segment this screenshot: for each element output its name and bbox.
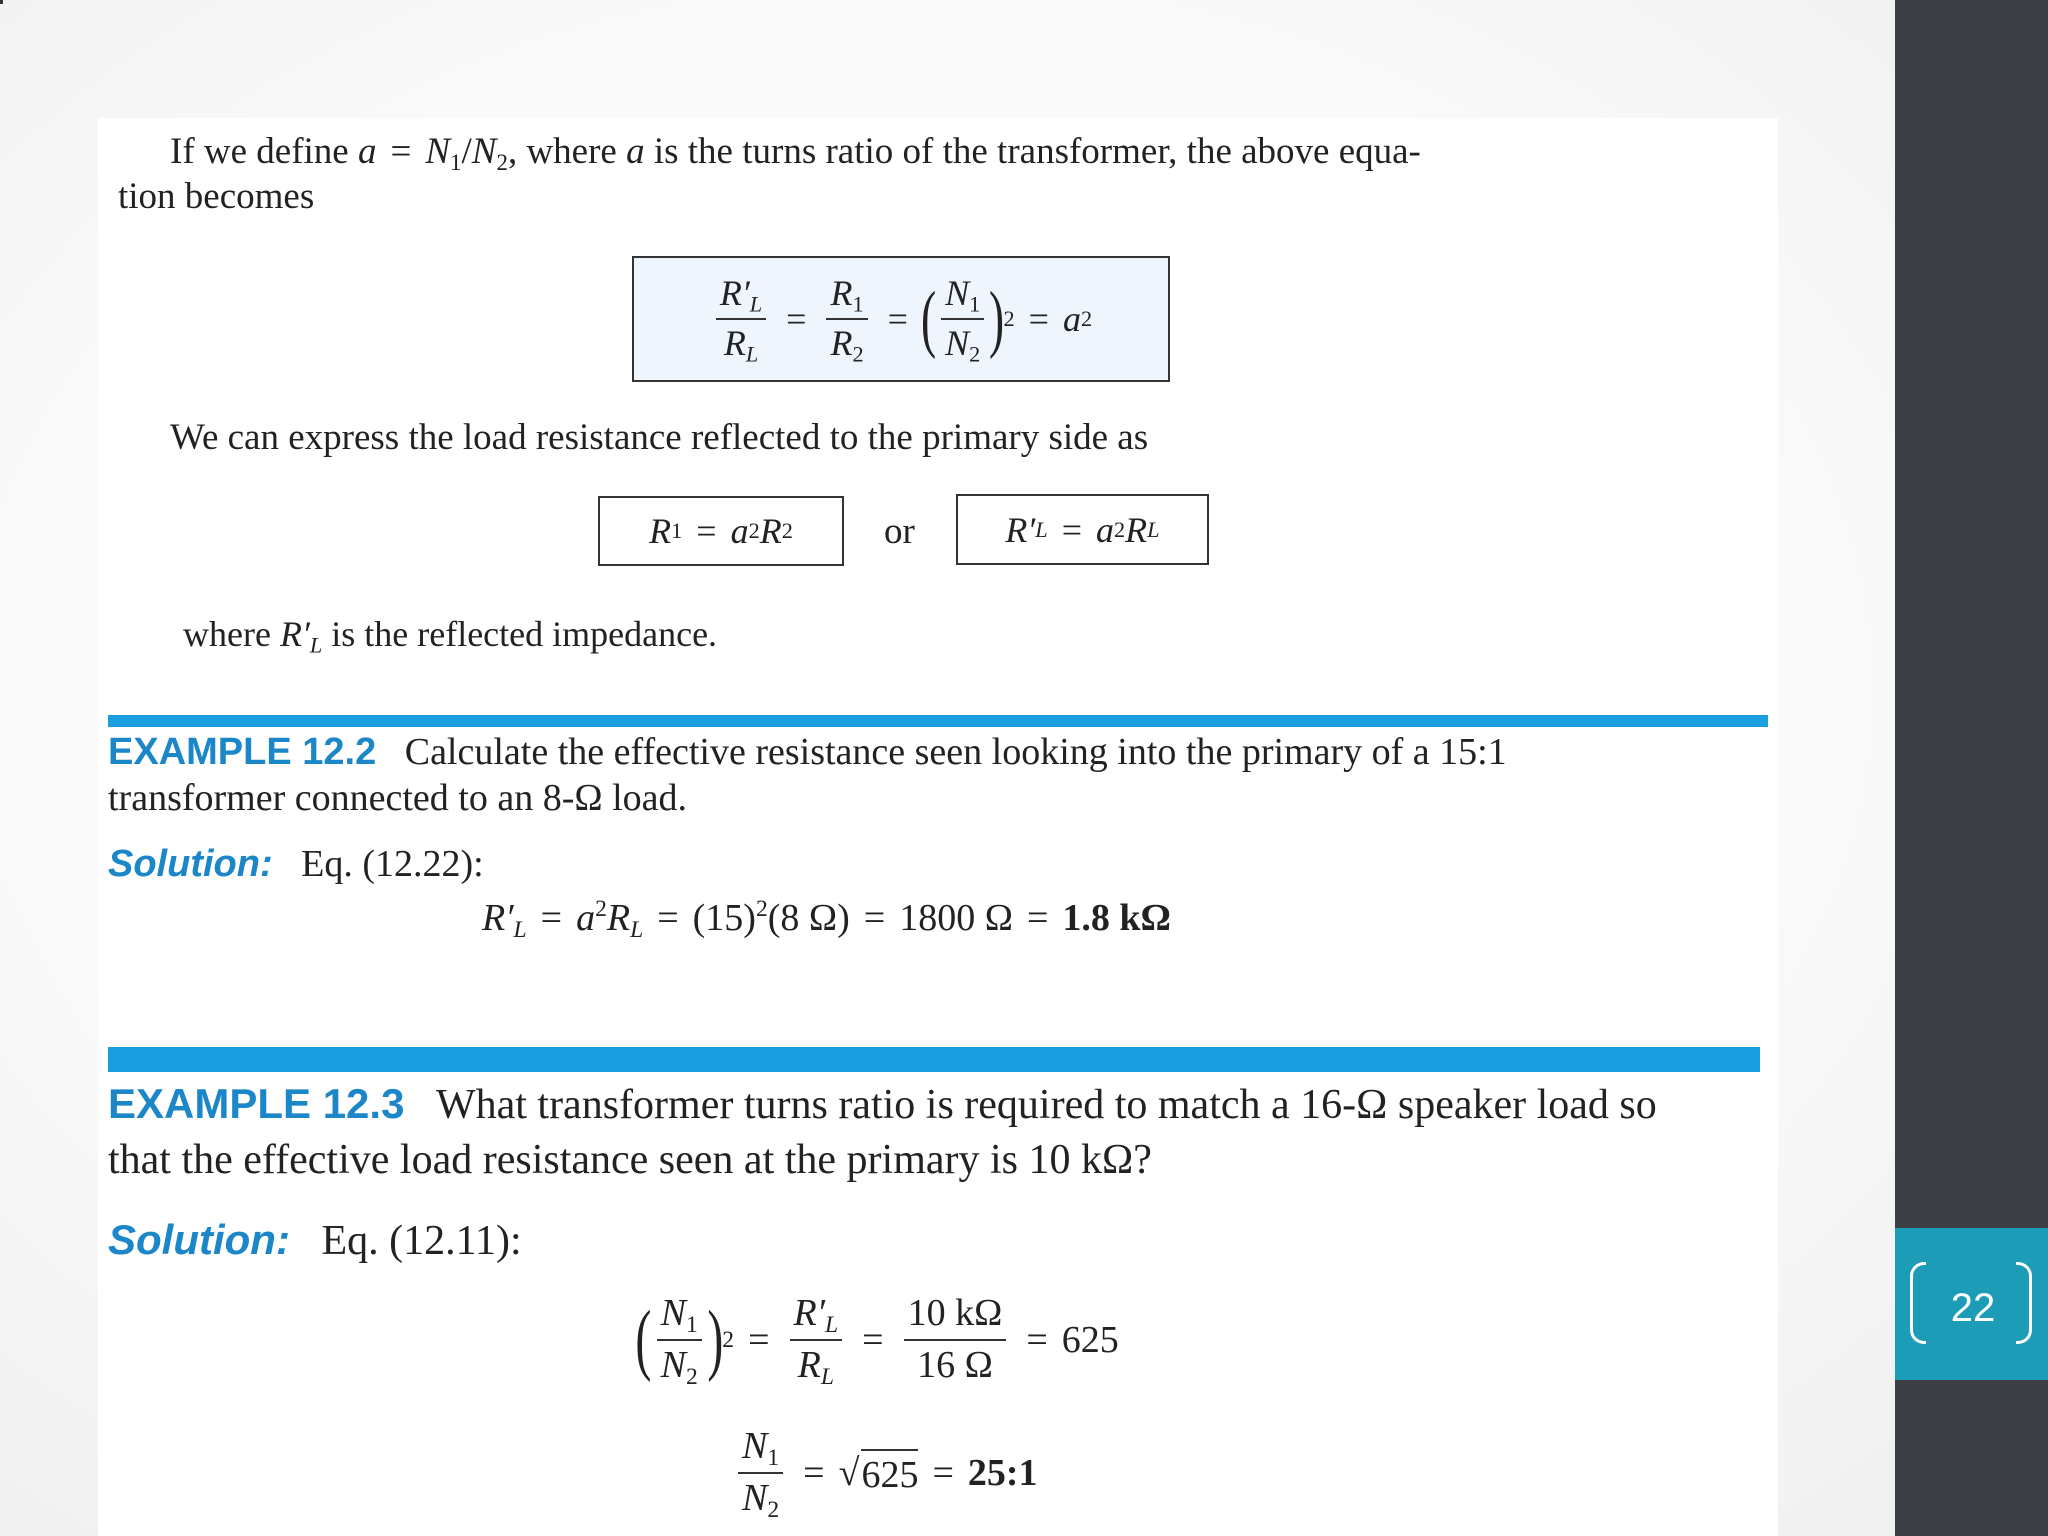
corner-artifact <box>0 0 3 4</box>
equation-box-turns-ratio: $\frac{R'_L}{R_L}$ = $\frac{R_1}{R_2}$ = ( $\frac{N_1}{N_2}$ ) 2 = a 2 <box>632 256 1170 382</box>
paragraph-turns-ratio-line2: tion becomes <box>118 176 315 217</box>
example-12-3-label: EXAMPLE 12.3 <box>108 1080 405 1127</box>
paragraph-reflected-load: We can express the load resistance reflected to the primary side as <box>170 417 1149 458</box>
left-bracket-icon <box>1910 1262 1926 1344</box>
solution-label: Solution: <box>108 843 273 885</box>
example-12-3-solution: Solution: Eq. (12.11): <box>108 1216 522 1264</box>
example-12-2-formula: $R'_L = a^2R_L = (15)^2(8$ Ω) = 1800 Ω = 1.8 kΩ <box>482 895 1171 944</box>
equation-box-r1: R 1 = a 2 R 2 <box>598 496 844 566</box>
example-12-3-formula-result: $\frac{N_1}{N_2}$ = √ 625 = 25:1 <box>732 1414 1038 1532</box>
paragraph-turns-ratio: If we define $a = N_1/N_2$, where a is the turns ratio of the transformer, the above equa- <box>170 131 1421 175</box>
example-12-2-statement-line2: transformer connected to an 8-Ω load. <box>108 777 688 819</box>
example-12-2-divider <box>108 715 1768 727</box>
example-12-3-statement: EXAMPLE 12.3 What transformer turns ratio is required to match a 16-Ω speaker load so <box>108 1080 1657 1128</box>
or-connector: or <box>884 511 915 552</box>
fraction-n1-over-n2: $\frac{N_1}{N_2}$ <box>941 274 984 363</box>
right-bracket-icon <box>2016 1262 2032 1344</box>
example-12-3-divider <box>108 1047 1760 1072</box>
example-12-2-label: EXAMPLE 12.2 <box>108 731 377 773</box>
example-12-2-solution: Solution: Eq. (12.22): <box>108 843 484 885</box>
solution-label: Solution: <box>108 1216 290 1263</box>
example-12-2-statement: EXAMPLE 12.2 Calculate the effective resistance seen looking into the primary of a 15:1 <box>108 731 1507 773</box>
slide-page-number: 22 <box>1950 1286 1996 1330</box>
fraction-rl-prime-over-rl: $\frac{R'_L}{R_L}$ <box>716 274 766 363</box>
equation-box-rl-prime: R′ L = a 2 R L <box>956 494 1209 565</box>
example-12-3-formula-ratio: ( $\frac{N_1}{N_2}$ ) 2 = $\frac{R'_L}{R_L}$ = $\frac{10 k\Omega}{16 \Omega}$ = 625 <box>635 1292 1119 1391</box>
paragraph-reflected-impedance: where $R'_L$ is the reflected impedance. <box>183 614 718 658</box>
example-12-3-statement-line2: that the effective load resistance seen at the primary is 10 kΩ? <box>108 1137 1152 1183</box>
fraction-r1-over-r2: $\frac{R_1}{R_2}$ <box>826 274 867 363</box>
